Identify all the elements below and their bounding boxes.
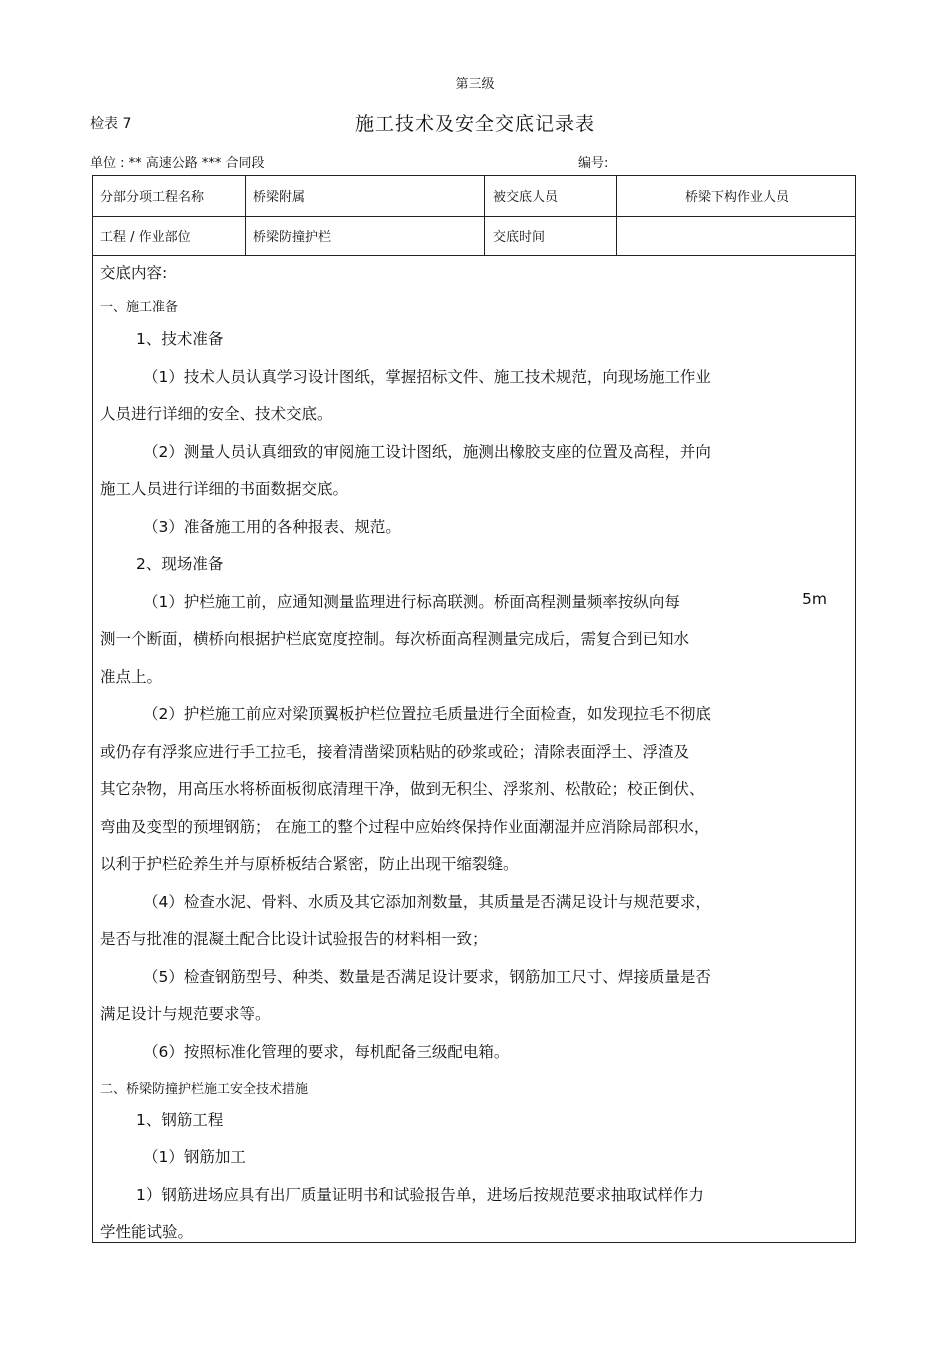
paragraph-line: 其它杂物，用高压水将桥面板彻底清理干净，做到无积尘、浮浆剂、松散砼；校正倒伏、	[100, 780, 705, 798]
paragraph-line: （2）测量人员认真细致的审阅施工设计图纸，施测出橡胶支座的位置及高程，并向	[143, 443, 711, 461]
record-table	[92, 175, 856, 1243]
paragraph-line: 施工人员进行详细的书面数据交底。	[100, 480, 349, 498]
row-divider	[93, 255, 855, 256]
unit-line: 单位 : ** 高速公路 *** 合同段	[90, 156, 265, 171]
section-heading: 一、施工准备	[100, 300, 179, 315]
row-divider	[93, 216, 855, 217]
paragraph-line: 或仍存有浮浆应进行手工拉毛，接着清凿梁顶粘贴的砂浆或砼；清除表面浮土、浮渣及	[100, 743, 690, 761]
paragraph-line: 满足设计与规范要求等。	[100, 1005, 271, 1023]
paragraph-line: 准点上。	[100, 668, 163, 686]
paragraph-line: 学性能试验。	[100, 1223, 194, 1241]
paragraph-line: （5）检查钢筋型号、种类、数量是否满足设计要求，钢筋加工尺寸、焊接质量是否	[143, 968, 711, 986]
paragraph-line: （1）技术人员认真学习设计图纸，掌握招标文件、施工技术规范，向现场施工作业	[143, 368, 711, 386]
content-heading: 交底内容:	[100, 264, 168, 282]
paragraph-line: 测一个断面，横桥向根据护栏底宽度控制。每次桥面高程测量完成后，需复合到已知水	[100, 630, 690, 648]
work-location-label: 工程 / 作业部位	[100, 230, 191, 245]
paragraph-line: （4）检查水泥、骨料、水质及其它添加剂数量，其质量是否满足设计与规范要求，	[143, 893, 711, 911]
column-divider	[245, 176, 246, 255]
paragraph-line: （1）护栏施工前，应通知测量监理进行标高联测。桥面高程测量频率按纵向每	[143, 593, 680, 611]
paragraph-line: （1）钢筋加工	[143, 1148, 246, 1166]
paragraph-line: 弯曲及变型的预埋钢筋； 在施工的整个过程中应始终保持作业面潮湿并应消除局部积水，	[100, 818, 710, 836]
paragraph-fragment: 5m	[802, 590, 827, 608]
paragraph-line: 以利于护栏砼养生并与原桥板结合紧密，防止出现干缩裂缝。	[100, 855, 519, 873]
recipients-value: 桥梁下构作业人员	[684, 190, 789, 205]
form-number: 检表 7	[90, 116, 132, 132]
briefing-time-label: 交底时间	[493, 230, 546, 245]
work-location-value: 桥梁防撞护栏	[253, 230, 332, 245]
paragraph-line: 是否与批准的混凝土配合比设计试验报告的材料相一致；	[100, 930, 488, 948]
recipients-label: 被交底人员	[493, 190, 559, 205]
number-label: 编号:	[578, 156, 609, 171]
column-divider	[484, 176, 485, 255]
subsection-heading: 1、技术准备	[136, 330, 224, 348]
paragraph-line: 1）钢筋进场应具有出厂质量证明书和试验报告单，进场后按规范要求抽取试样作力	[136, 1186, 704, 1204]
subsection-heading: 2、现场准备	[136, 555, 224, 573]
paragraph-line: （6）按照标准化管理的要求，每机配备三级配电箱。	[143, 1043, 510, 1061]
approval-level: 第三级	[455, 77, 495, 92]
project-name-value: 桥梁附属	[253, 190, 306, 205]
paragraph-line: （2）护栏施工前应对梁顶翼板护栏位置拉毛质量进行全面检查，如发现拉毛不彻底	[143, 705, 711, 723]
document-title: 施工技术及安全交底记录表	[354, 113, 595, 135]
project-name-label: 分部分项工程名称	[100, 190, 205, 205]
paragraph-line: 人员进行详细的安全、技术交底。	[100, 405, 333, 423]
subsection-heading: 1、钢筋工程	[136, 1111, 224, 1129]
section-heading: 二、桥梁防撞护栏施工安全技术措施	[100, 1082, 309, 1097]
paragraph-line: （3）准备施工用的各种报表、规范。	[143, 518, 401, 536]
